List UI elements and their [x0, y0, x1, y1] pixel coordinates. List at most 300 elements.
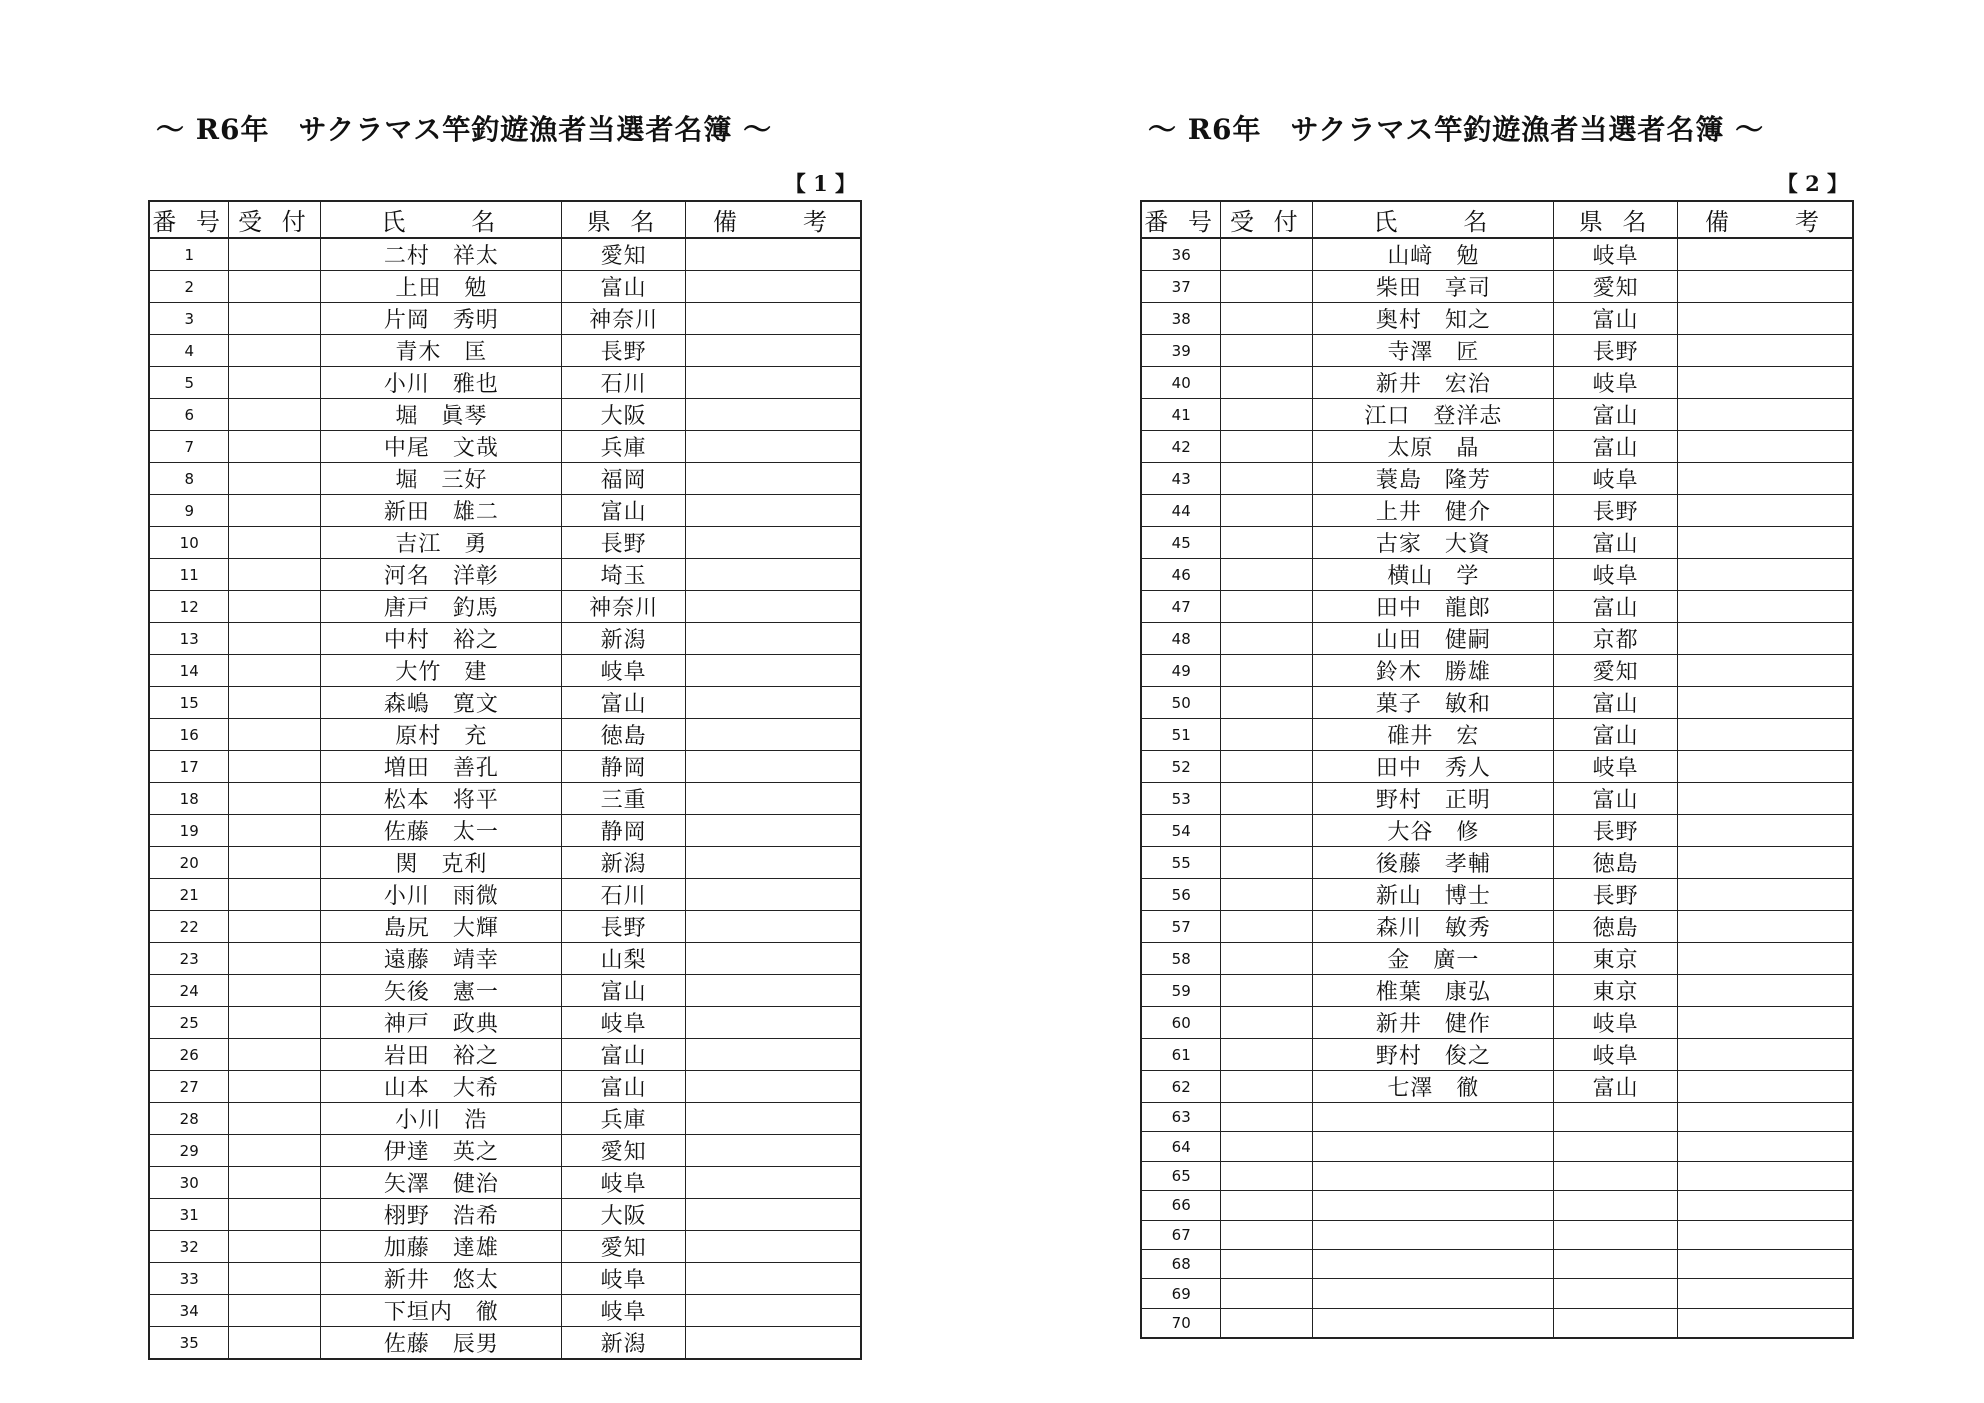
remarks-cell [685, 911, 861, 943]
reception-cell [229, 1231, 321, 1263]
row-number: 62 [1141, 1071, 1221, 1103]
reception-cell [1221, 847, 1313, 879]
reception-cell [1221, 1308, 1313, 1338]
row-number: 19 [149, 815, 229, 847]
table-row [1141, 527, 1853, 559]
reception-cell [229, 751, 321, 783]
winner-name: 片岡 秀明 [321, 303, 562, 335]
reception-cell [229, 1007, 321, 1039]
remarks-cell [1677, 975, 1853, 1007]
prefecture: 富山 [1554, 399, 1678, 431]
winner-name: 大谷 修 [1313, 815, 1554, 847]
row-number: 25 [149, 1007, 229, 1039]
column-header-name: 氏 名 [1313, 201, 1554, 238]
prefecture: 愛知 [1554, 655, 1678, 687]
winner-name [1313, 1308, 1554, 1338]
prefecture: 岐阜 [1554, 559, 1678, 591]
remarks-cell [1677, 1220, 1853, 1249]
row-number: 68 [1141, 1249, 1221, 1278]
prefecture [1554, 1279, 1678, 1308]
table-row [1141, 271, 1853, 303]
table-row [149, 1135, 861, 1167]
table-row [1141, 303, 1853, 335]
row-number: 1 [149, 238, 229, 271]
remarks-cell [1677, 1279, 1853, 1308]
remarks-cell [1677, 783, 1853, 815]
remarks-cell [685, 495, 861, 527]
row-number: 52 [1141, 751, 1221, 783]
table-row [1141, 655, 1853, 687]
reception-cell [1221, 943, 1313, 975]
row-number: 61 [1141, 1039, 1221, 1071]
reception-cell [229, 687, 321, 719]
column-header-prefecture: 県 名 [562, 201, 686, 238]
remarks-cell [685, 591, 861, 623]
reception-cell [1221, 559, 1313, 591]
winner-name: 新山 博士 [1313, 879, 1554, 911]
page-number: 【 2 】 [1776, 171, 1848, 196]
row-number: 69 [1141, 1279, 1221, 1308]
winner-name: 小川 雅也 [321, 367, 562, 399]
prefecture: 福岡 [562, 463, 686, 495]
reception-cell [229, 1039, 321, 1071]
row-number: 66 [1141, 1191, 1221, 1220]
prefecture [1554, 1132, 1678, 1161]
winner-name [1313, 1249, 1554, 1278]
table-row [1141, 591, 1853, 623]
table-row [149, 1199, 861, 1231]
prefecture: 愛知 [562, 1231, 686, 1263]
winner-name: 大竹 建 [321, 655, 562, 687]
winner-name: 山本 大希 [321, 1071, 562, 1103]
prefecture: 徳島 [1554, 911, 1678, 943]
winner-name: 唐戸 釣馬 [321, 591, 562, 623]
table-row [149, 623, 861, 655]
table-row [149, 975, 861, 1007]
roster-table [1140, 200, 1854, 1339]
winner-name: 河名 洋彰 [321, 559, 562, 591]
remarks-cell [1677, 367, 1853, 399]
prefecture: 富山 [1554, 783, 1678, 815]
remarks-cell [685, 975, 861, 1007]
row-number: 33 [149, 1263, 229, 1295]
row-number: 15 [149, 687, 229, 719]
winner-name: 栩野 浩希 [321, 1199, 562, 1231]
row-number: 59 [1141, 975, 1221, 1007]
reception-cell [1221, 815, 1313, 847]
remarks-cell [1677, 303, 1853, 335]
remarks-cell [1677, 719, 1853, 751]
remarks-cell [685, 1263, 861, 1295]
table-row [149, 238, 861, 271]
row-number: 60 [1141, 1007, 1221, 1039]
table-row [1141, 911, 1853, 943]
remarks-cell [1677, 847, 1853, 879]
row-number: 2 [149, 271, 229, 303]
reception-cell [1221, 879, 1313, 911]
row-number: 45 [1141, 527, 1221, 559]
prefecture: 長野 [1554, 335, 1678, 367]
prefecture: 富山 [1554, 719, 1678, 751]
reception-cell [229, 559, 321, 591]
prefecture: 石川 [562, 367, 686, 399]
row-number: 53 [1141, 783, 1221, 815]
remarks-cell [685, 559, 861, 591]
prefecture: 新潟 [562, 1327, 686, 1360]
prefecture: 富山 [1554, 303, 1678, 335]
row-number: 3 [149, 303, 229, 335]
winner-name: 横山 学 [1313, 559, 1554, 591]
winner-name: 奥村 知之 [1313, 303, 1554, 335]
reception-cell [229, 1199, 321, 1231]
table-row [149, 1039, 861, 1071]
prefecture: 岐阜 [562, 655, 686, 687]
winner-name [1313, 1279, 1554, 1308]
prefecture: 富山 [1554, 527, 1678, 559]
remarks-cell [1677, 238, 1853, 271]
remarks-cell [1677, 623, 1853, 655]
remarks-cell [1677, 399, 1853, 431]
remarks-cell [1677, 1007, 1853, 1039]
table-row [1141, 238, 1853, 271]
winner-name: 堀 眞琴 [321, 399, 562, 431]
table-row [149, 911, 861, 943]
prefecture: 岐阜 [1554, 367, 1678, 399]
remarks-cell [1677, 591, 1853, 623]
row-number: 10 [149, 527, 229, 559]
reception-cell [229, 431, 321, 463]
winner-name: 青木 匡 [321, 335, 562, 367]
remarks-cell [1677, 1039, 1853, 1071]
prefecture [1554, 1249, 1678, 1278]
winner-name [1313, 1220, 1554, 1249]
reception-cell [1221, 1007, 1313, 1039]
winner-name: 松本 将平 [321, 783, 562, 815]
reception-cell [1221, 399, 1313, 431]
table-row [149, 559, 861, 591]
prefecture: 岐阜 [562, 1007, 686, 1039]
table-row [1141, 975, 1853, 1007]
prefecture: 岐阜 [562, 1167, 686, 1199]
prefecture: 静岡 [562, 815, 686, 847]
remarks-cell [1677, 815, 1853, 847]
reception-cell [229, 847, 321, 879]
reception-cell [229, 1103, 321, 1135]
row-number: 34 [149, 1295, 229, 1327]
winner-name: 七澤 徹 [1313, 1071, 1554, 1103]
column-header-number: 番 号 [149, 201, 229, 238]
winner-name: 江口 登洋志 [1313, 399, 1554, 431]
prefecture: 東京 [1554, 975, 1678, 1007]
row-number: 9 [149, 495, 229, 527]
reception-cell [229, 783, 321, 815]
reception-cell [229, 1295, 321, 1327]
reception-cell [229, 1071, 321, 1103]
reception-cell [229, 655, 321, 687]
reception-cell [1221, 463, 1313, 495]
winner-name: 田中 秀人 [1313, 751, 1554, 783]
row-number: 18 [149, 783, 229, 815]
winner-name: 島尻 大輝 [321, 911, 562, 943]
winner-name: 椎葉 康弘 [1313, 975, 1554, 1007]
winner-name [1313, 1132, 1554, 1161]
winner-name: 古家 大資 [1313, 527, 1554, 559]
prefecture: 長野 [562, 911, 686, 943]
remarks-cell [1677, 655, 1853, 687]
table-row [1141, 1132, 1853, 1161]
table-row [149, 879, 861, 911]
remarks-cell [685, 1103, 861, 1135]
prefecture: 岐阜 [1554, 238, 1678, 271]
row-number: 31 [149, 1199, 229, 1231]
winner-name: 鈴木 勝雄 [1313, 655, 1554, 687]
table-row [149, 527, 861, 559]
row-number: 27 [149, 1071, 229, 1103]
remarks-cell [1677, 1103, 1853, 1132]
reception-cell [1221, 911, 1313, 943]
row-number: 8 [149, 463, 229, 495]
remarks-cell [685, 751, 861, 783]
winner-name: 森川 敏秀 [1313, 911, 1554, 943]
remarks-cell [685, 527, 861, 559]
table-row [1141, 495, 1853, 527]
prefecture: 富山 [1554, 1071, 1678, 1103]
reception-cell [1221, 1071, 1313, 1103]
winner-name: 中尾 文哉 [321, 431, 562, 463]
prefecture: 富山 [1554, 591, 1678, 623]
winner-name: 吉江 勇 [321, 527, 562, 559]
remarks-cell [685, 1039, 861, 1071]
table-header-row [149, 201, 861, 238]
table-row [1141, 1191, 1853, 1220]
reception-cell [229, 463, 321, 495]
table-row [149, 303, 861, 335]
winner-name: 野村 正明 [1313, 783, 1554, 815]
column-header-remarks: 備 考 [1677, 201, 1853, 238]
prefecture: 岐阜 [1554, 1039, 1678, 1071]
row-number: 56 [1141, 879, 1221, 911]
column-header-reception: 受 付 [229, 201, 321, 238]
reception-cell [229, 1263, 321, 1295]
winner-name: 小川 浩 [321, 1103, 562, 1135]
remarks-cell [1677, 559, 1853, 591]
reception-cell [1221, 1279, 1313, 1308]
remarks-cell [685, 1007, 861, 1039]
column-header-number: 番 号 [1141, 201, 1221, 238]
table-header-row [1141, 201, 1853, 238]
winner-name: 矢後 憲一 [321, 975, 562, 1007]
remarks-cell [685, 1295, 861, 1327]
row-number: 7 [149, 431, 229, 463]
row-number: 55 [1141, 847, 1221, 879]
winner-name: 原村 充 [321, 719, 562, 751]
prefecture [1554, 1308, 1678, 1338]
prefecture [1554, 1103, 1678, 1132]
winner-name: 碓井 宏 [1313, 719, 1554, 751]
prefecture: 長野 [1554, 495, 1678, 527]
page-number: 【 1 】 [784, 171, 856, 196]
winner-name: 新井 宏治 [1313, 367, 1554, 399]
reception-cell [1221, 623, 1313, 655]
table-row [149, 1295, 861, 1327]
roster-body [149, 238, 861, 1359]
row-number: 43 [1141, 463, 1221, 495]
reception-cell [229, 719, 321, 751]
row-number: 57 [1141, 911, 1221, 943]
prefecture: 岐阜 [1554, 1007, 1678, 1039]
row-number: 5 [149, 367, 229, 399]
table-row [1141, 1071, 1853, 1103]
remarks-cell [685, 399, 861, 431]
row-number: 64 [1141, 1132, 1221, 1161]
winner-name: 寺澤 匠 [1313, 335, 1554, 367]
prefecture: 富山 [1554, 687, 1678, 719]
reception-cell [229, 943, 321, 975]
row-number: 14 [149, 655, 229, 687]
winner-name: 菓子 敏和 [1313, 687, 1554, 719]
remarks-cell [685, 1327, 861, 1360]
table-row [149, 847, 861, 879]
row-number: 58 [1141, 943, 1221, 975]
remarks-cell [685, 1135, 861, 1167]
remarks-cell [1677, 943, 1853, 975]
reception-cell [229, 1135, 321, 1167]
winner-name: 遠藤 靖幸 [321, 943, 562, 975]
reception-cell [1221, 655, 1313, 687]
row-number: 13 [149, 623, 229, 655]
prefecture: 岐阜 [562, 1263, 686, 1295]
prefecture: 愛知 [562, 1135, 686, 1167]
winner-name: 太原 晶 [1313, 431, 1554, 463]
row-number: 41 [1141, 399, 1221, 431]
table-row [149, 271, 861, 303]
remarks-cell [1677, 751, 1853, 783]
winner-name: 後藤 孝輔 [1313, 847, 1554, 879]
table-row [1141, 1279, 1853, 1308]
row-number: 4 [149, 335, 229, 367]
column-header-reception: 受 付 [1221, 201, 1313, 238]
reception-cell [1221, 1249, 1313, 1278]
row-number: 16 [149, 719, 229, 751]
table-row [149, 815, 861, 847]
row-number: 44 [1141, 495, 1221, 527]
reception-cell [229, 303, 321, 335]
prefecture: 愛知 [1554, 271, 1678, 303]
winner-name: 二村 祥太 [321, 238, 562, 271]
winner-name: 佐藤 太一 [321, 815, 562, 847]
table-row [1141, 783, 1853, 815]
prefecture: 石川 [562, 879, 686, 911]
row-number: 50 [1141, 687, 1221, 719]
table-row [1141, 719, 1853, 751]
prefecture: 新潟 [562, 623, 686, 655]
winner-name: 岩田 裕之 [321, 1039, 562, 1071]
remarks-cell [1677, 879, 1853, 911]
row-number: 17 [149, 751, 229, 783]
prefecture: 長野 [562, 335, 686, 367]
prefecture [1554, 1161, 1678, 1190]
remarks-cell [1677, 463, 1853, 495]
reception-cell [1221, 1132, 1313, 1161]
remarks-cell [685, 879, 861, 911]
reception-cell [229, 879, 321, 911]
table-row [1141, 847, 1853, 879]
row-number: 23 [149, 943, 229, 975]
row-number: 40 [1141, 367, 1221, 399]
remarks-cell [1677, 527, 1853, 559]
table-row [149, 431, 861, 463]
row-number: 11 [149, 559, 229, 591]
table-row [1141, 943, 1853, 975]
winner-name [1313, 1161, 1554, 1190]
remarks-cell [685, 783, 861, 815]
reception-cell [1221, 431, 1313, 463]
column-header-name: 氏 名 [321, 201, 562, 238]
row-number: 22 [149, 911, 229, 943]
remarks-cell [685, 271, 861, 303]
row-number: 39 [1141, 335, 1221, 367]
table-row [1141, 623, 1853, 655]
remarks-cell [1677, 687, 1853, 719]
prefecture: 大阪 [562, 1199, 686, 1231]
reception-cell [1221, 527, 1313, 559]
remarks-cell [685, 623, 861, 655]
prefecture: 富山 [562, 271, 686, 303]
row-number: 12 [149, 591, 229, 623]
table-row [1141, 463, 1853, 495]
prefecture: 静岡 [562, 751, 686, 783]
prefecture [1554, 1220, 1678, 1249]
remarks-cell [685, 1071, 861, 1103]
prefecture: 徳島 [562, 719, 686, 751]
winner-name: 野村 俊之 [1313, 1039, 1554, 1071]
reception-cell [1221, 687, 1313, 719]
prefecture [1554, 1191, 1678, 1220]
winner-name: 矢澤 健治 [321, 1167, 562, 1199]
remarks-cell [1677, 911, 1853, 943]
prefecture: 岐阜 [1554, 463, 1678, 495]
prefecture: 京都 [1554, 623, 1678, 655]
reception-cell [1221, 975, 1313, 1007]
table-row [1141, 399, 1853, 431]
reception-cell [1221, 783, 1313, 815]
table-row [1141, 687, 1853, 719]
table-row [149, 1327, 861, 1360]
reception-cell [1221, 751, 1313, 783]
reception-cell [1221, 495, 1313, 527]
remarks-cell [685, 238, 861, 271]
remarks-cell [685, 335, 861, 367]
table-row [1141, 879, 1853, 911]
prefecture: 富山 [562, 975, 686, 1007]
prefecture: 兵庫 [562, 1103, 686, 1135]
table-row [1141, 431, 1853, 463]
reception-cell [1221, 719, 1313, 751]
prefecture: 新潟 [562, 847, 686, 879]
remarks-cell [1677, 1161, 1853, 1190]
remarks-cell [1677, 271, 1853, 303]
table-row [149, 1071, 861, 1103]
winner-name: 堀 三好 [321, 463, 562, 495]
prefecture: 長野 [1554, 879, 1678, 911]
remarks-cell [1677, 431, 1853, 463]
prefecture: 岐阜 [562, 1295, 686, 1327]
table-row [1141, 1103, 1853, 1132]
table-row [149, 943, 861, 975]
roster-body [1141, 238, 1853, 1338]
reception-cell [1221, 591, 1313, 623]
winner-name: 佐藤 辰男 [321, 1327, 562, 1360]
